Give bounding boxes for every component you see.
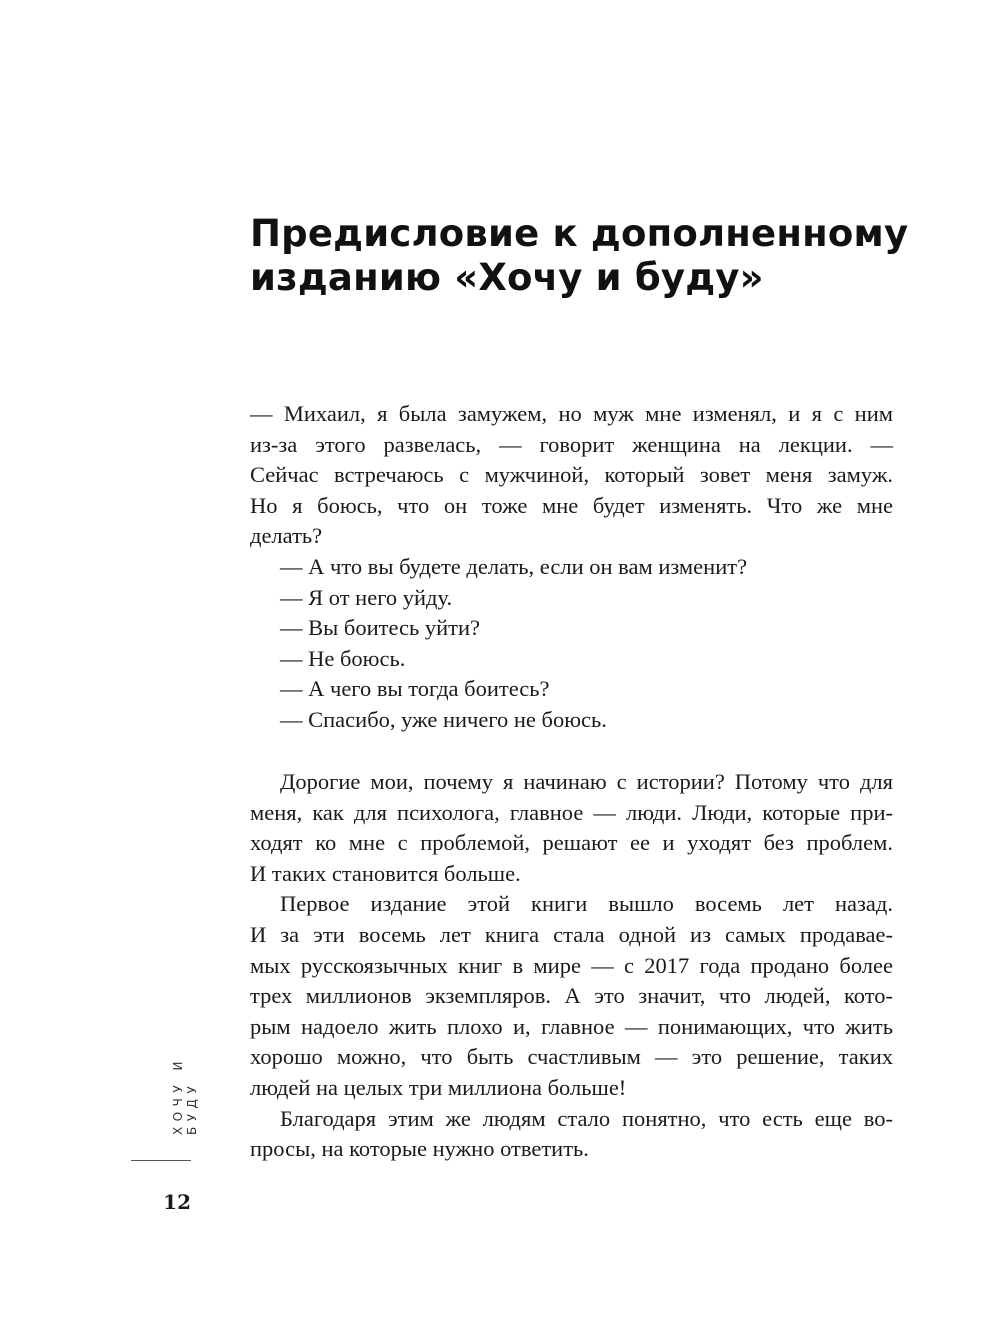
title-line-1: Предисловие к дополненному [250,212,909,255]
text-line: Первое издание этой книги вышло восемь лет назад. [280,891,893,917]
text-line: ходят ко мне с проблемой, решают ее и уходят без проблем. [250,830,893,856]
title-line-2: изданию «Хочу и буду» [250,256,764,299]
text-line: Благодаря этим же людям стало понятно, что есть еще во- [280,1105,893,1131]
dialogue-block [250,399,893,736]
footer-rule [131,1160,191,1161]
text-line: мых русскоязычных книг в мире — с 2017 года продано более [250,952,893,978]
dialogue-reply: — Спасибо, уже ничего не боюсь. [280,706,607,732]
text-line: Дорогие мои, почему я начинаю с истории? Потому что для [280,769,893,794]
text-line: из-за этого развелась, — говорит женщина на лекции. — [250,431,893,457]
dialogue-reply: — Я от него уйду. [280,584,453,610]
text-line: хорошо можно, что быть счастливым — это решение, таких [250,1044,893,1070]
text-line: Но я боюсь, что он тоже мне будет изменять. Что же мне [250,492,893,518]
page-number: 12 [163,1190,191,1214]
text-line: Сейчас встречаюсь с мужчиной, который зовет меня замуж. [250,462,893,488]
text-line: меня, как для психолога, главное — люди. Люди, которые при- [250,799,893,825]
text-line: И за эти восемь лет книга стала одной из самых продавае- [250,921,893,947]
page-title [250,212,910,300]
text-line: делать? [250,523,323,549]
dialogue-reply: — Не боюсь. [280,645,406,671]
dialogue-reply: — А чего вы тогда боитесь? [280,676,550,702]
dialogue-reply: — Вы боитесь уйти? [280,615,481,641]
text-line: И таких становится больше. [250,860,521,886]
text-line: рым надоело жить плохо и, главное — понимающих, что жить [250,1013,893,1039]
body-section [250,767,893,1165]
text-line: людей на целых три миллиона больше! [250,1074,627,1100]
text-line: — Михаил, я была замужем, но муж мне изменял, и я с ним [250,401,893,426]
dialogue-reply: — А что вы будете делать, если он вам изменит? [280,553,748,579]
text-line: просы, на которые нужно ответить. [250,1136,589,1162]
text-line: трех миллионов экземпляров. А это значит, что людей, кото- [250,983,893,1009]
running-head: ХОЧУ И БУДУ [171,1056,199,1135]
